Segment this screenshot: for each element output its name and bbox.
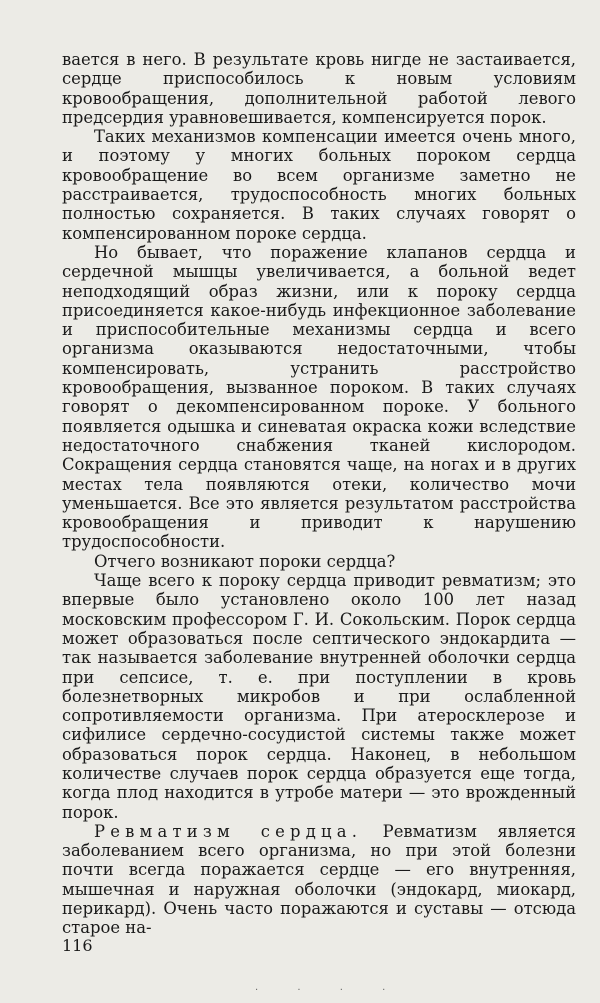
paragraph-2: Таких механизмов компенсации имеется очень много, и поэтому у многих больных пороком сердца кровообращение во всем организме заметно не расстраивается, трудоспособность многих больных полностью сохраняется. В таких случаях говорят о компенсированном пороке сердца.: [62, 127, 576, 243]
scan-specks: · · · ·: [255, 985, 404, 996]
section-question: Отчего возникают пороки сердца?: [94, 551, 396, 571]
page-number: 116: [62, 936, 93, 955]
page-body-text: [62, 50, 576, 938]
paragraph-5: [62, 822, 576, 938]
paragraph-4: Чаще всего к пороку сердца приводит ревматизм; это впервые было установлено около 100 лет назад московским профессором Г. И. Сокольским. Порок сердца может образоваться после септического эндокардита — так называется заболевание внутренней оболочки сердца при сепсисе, т. е. при поступлении в кровь болезнетворных микробов и при ослабленной сопротивляемости организма. При атеросклерозе и сифилисе сердечно-сосудистой системы также может образоваться порок сердца. Наконец, в небольшом количестве случаев порок сердца образуется еще тогда, когда плод находится в утробе матери — это врожденный порок.: [62, 571, 576, 822]
section-heading-rheumatism: Ревматизм сердца.: [94, 821, 363, 841]
paragraph-5-text: Ревматизм является заболеванием всего организма, но при этой болезни почти всегда поражается сердце — его внутренняя, мышечная и наружная оболочки (эндокард, миокард, перикард). Очень часто поражаются и суставы — отсюда старое на-: [62, 821, 576, 938]
paragraph-3: Но бывает, что поражение клапанов сердца и сердечной мышцы увеличивается, а больной ведет неподходящий образ жизни, или к пороку сердца присоединяется какое-нибудь инфекционное заболевание и приспособительные механизмы сердца и всего организма оказываются недостаточными, чтобы компенсировать, устранить расстройство кровообращения, вызванное пороком. В таких случаях говорят о декомпенсированном пороке. У больного появляется одышка и синеватая окраска кожи вследствие недостаточного снабжения тканей кислородом. Сокращения сердца становятся чаще, на ногах и в других местах тела появляются отеки, количество мочи уменьшается. Все это является результатом расстройства кровообращения и приводит к нарушению трудоспособности.: [62, 242, 576, 552]
paragraph-1: вается в него. В результате кровь нигде не застаивается, сердце приспособилось к новым условиям кровообращения, дополнительной работой левого предсердия уравновешивается, компенсируется порок.: [62, 50, 576, 127]
